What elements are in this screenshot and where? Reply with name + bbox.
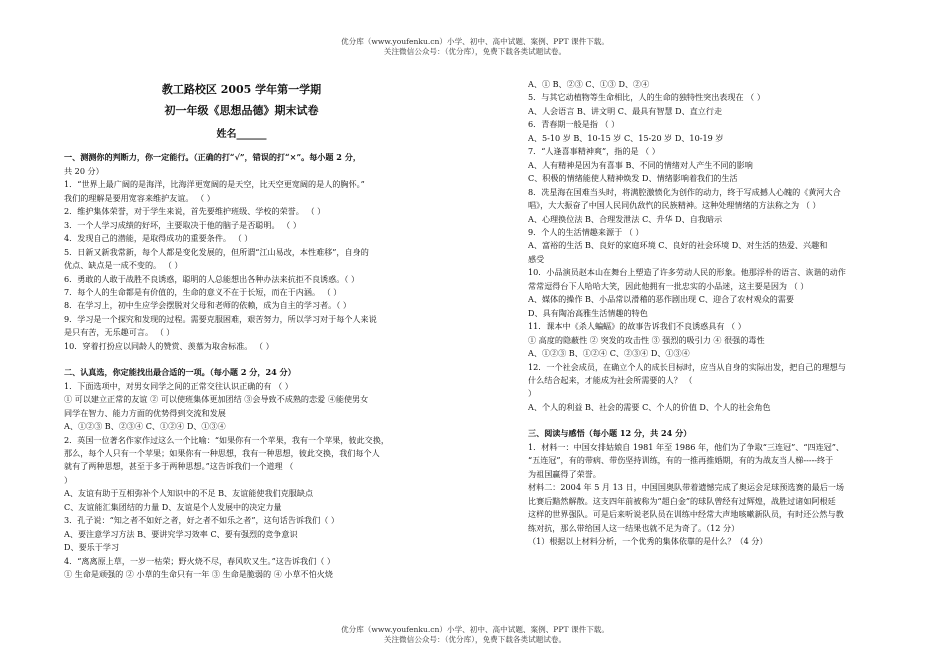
right-text-line: ① 高度的隐蔽性 ② 突发的攻击性 ③ 强烈的吸引力 ④ 很强的毒性 xyxy=(528,334,765,345)
right-column xyxy=(528,78,858,548)
right-text-line: 常常逗得台下人哈哈大笑，因此他拥有一批忠实的小品迷，这主要是因为 （ ） xyxy=(528,280,809,291)
left-text-line: A、友谊有助于互相弥补个人知识中的不足 B、友谊能使我们克服缺点 xyxy=(64,488,314,499)
right-text-line: A、人会语言 B、讲文明 C、最具有智慧 D、直立行走 xyxy=(528,105,723,116)
right-text-line: 什么结合起来，才能成为社会所需要的人？ （ xyxy=(528,374,693,385)
left-text-line: 3．一个人学习成绩的好坏，主要取决于他的脑子是否聪明。 （ ） xyxy=(64,219,301,230)
right-text-line: D、具有陶冶高雅生活情趣的特色 xyxy=(528,307,648,318)
left-text-line: 7．每个人的生命都是有价值的，生命的意义不在于长短，而在于内涵。 （ ） xyxy=(64,286,342,297)
exam-title-2: 初一年级《思想品德》期末试卷 xyxy=(164,104,319,117)
footer-line-1: 优分库（www.youfenku.cn）小学、初中、高中试题、案例、PPT 课件下载。 xyxy=(341,625,609,634)
right-text-line: A、个人的利益 B、社会的需要 C、个人的价值 D、个人的社会角色 xyxy=(528,401,771,412)
left-text-line: 同学在智力、能力方面的优势得到交流和发展 xyxy=(64,407,226,418)
right-text-line: 1．材料一：中国女排姑娘自 1981 年至 1986 年，他们为了争取“三连冠”、“四连冠”、 xyxy=(528,441,845,452)
right-text-line: A、5-10 岁 B、10-15 岁 C、15-20 岁 D、10-19 岁 xyxy=(528,132,724,143)
left-text-line xyxy=(64,353,419,366)
right-text-line: 唱》，大大振奋了中国人民同仇敌忾的民族精神。这种处理情绪的方法称之为 （ ） xyxy=(528,200,821,211)
left-text-line: 10．穿着打扮应以同龄人的赞赏、羡慕为取舍标准。 （ ） xyxy=(64,340,274,351)
right-text-line: A、人有精神是因为有喜事 B、不同的情绪对人产生不同的影响 xyxy=(528,159,753,170)
right-text-body xyxy=(528,78,858,548)
right-text-line: 为祖国赢得了荣誉。 xyxy=(528,468,601,479)
right-text-line: A、富裕的生活 B、良好的家庭环境 C、良好的社会环境 D、对生活的热爱、兴趣和 xyxy=(528,240,828,251)
right-text-line: （1）根据以上材料分析，一个优秀的集体依靠的是什么？（4 分） xyxy=(528,535,768,546)
left-text-line: 6．勇敢的人敢于战胜不良诱惑，聪明的人总能想出各种办法来抗拒不良诱惑。（ ） xyxy=(64,273,360,284)
right-text-line: 8．冼星海在国难当头时，将满腔激愤化为创作的动力，终于写成撼人心魄的《黄河大合 xyxy=(528,186,841,197)
right-text-line: 感受 xyxy=(528,253,545,264)
left-text-line: D、要乐于学习 xyxy=(64,542,120,553)
left-text-line: 一、测测你的判断力，你一定能行。（正确的打“√”，错误的打“×”。每小题 2 分， xyxy=(64,152,361,163)
left-text-body xyxy=(64,151,419,581)
header-line-2: 关注微信公众号：（优分库），免费下载各类试题试卷。 xyxy=(383,47,567,56)
right-text-line: A、①②③ B、①②④ C、②③④ D、①③④ xyxy=(528,348,690,359)
right-text-line: 比赛后黯然解散。这支四年前被称为“超白金”的球队曾经有过辉煌，战胜过诸如阿根廷 xyxy=(528,495,836,506)
right-text-line: “五连冠”，有的带病、带伤坚持训练，有的一推再推婚期，有的为战友当人梯-----终于 xyxy=(528,455,834,466)
left-text-line: 二、认真选，你定能找出最合适的一项。（每小题 2 分，24 分） xyxy=(64,367,296,378)
right-text-line: 7．“人逢喜事精神爽”，指的是 （ ） xyxy=(528,146,660,157)
right-text-line: 三、阅读与感悟（每小题 12 分，共 24 分） xyxy=(528,428,692,439)
right-text-line: A、① B、②③ C、①③ D、②④ xyxy=(528,79,650,89)
left-text-line: 3．孔子说：“知之者不如好之者，好之者不如乐之者”，这句话告诉我们（ ） xyxy=(64,515,340,526)
left-text-line: ① 可以建立正常的友谊 ② 可以使班集体更加团结 ③会导致不成熟的恋爱 ④能使男女 xyxy=(64,394,369,405)
left-text-line: 优点、缺点是一成不变的。 （ ） xyxy=(64,260,183,271)
left-text-line: 9．学习是一个探究和发现的过程。需要克服困难，艰苦努力，所以学习对于每个人来说 xyxy=(64,313,377,324)
left-text-line: A、要注意学习方法 B、要讲究学习效率 C、要有强烈的竞争意识 xyxy=(64,528,298,539)
right-text-line: 这样的世界强队。可是后来听说老队员在训练中经常大声地咳嗽新队员，有时还公然与教 xyxy=(528,509,844,520)
right-text-line: 9．个人的生活情趣来源于 （ ） xyxy=(528,226,644,237)
right-text-line: ） xyxy=(528,388,537,399)
left-text-line: ① 生命是顽强的 ② 小草的生命只有一年 ③ 生命是脆弱的 ④ 小草不怕火烧 xyxy=(64,569,333,580)
left-text-line: A、①②③ B、②③④ C、①②④ D、①③④ xyxy=(64,421,226,432)
page-footer xyxy=(0,625,950,645)
right-text-line xyxy=(528,414,858,427)
name-field: 姓名______ xyxy=(216,129,267,140)
left-text-line: 就有了两种思想，甚至于多于两种思想。”这告诉我们一个道理 （ xyxy=(64,461,294,472)
left-text-line: 2．维护集体荣誉，对于学生来说，首先要维护班级、学校的荣誉。 （ ） xyxy=(64,206,326,217)
left-text-line: 1．下面选项中，对男女同学之间的正常交往认识正确的有 （ ） xyxy=(64,380,293,391)
left-column xyxy=(64,78,419,582)
left-text-line: 2．英国一位著名作家作过这么一个比喻：“如果你有一个苹果，我有一个苹果，彼此交换， xyxy=(64,434,389,445)
header-line-1: 优分库（www.youfenku.cn）小学、初中、高中试题、案例、PPT 课件下载。 xyxy=(341,37,609,46)
left-text-line: 是只有苦，无乐趣可言。 （ ） xyxy=(64,327,175,338)
left-text-line: 1．“世界上最广阔的是海洋，比海洋更宽阔的是天空，比天空更宽阔的是人的胸怀。” xyxy=(64,179,365,190)
left-text-line: 我们的理解是要用宽容来维护友谊。 （ ） xyxy=(64,192,215,203)
right-text-line: 材料二：2004 年 5 月 13 日，中国国奥队带着遗憾完成了奥运会足球预选赛的最后一场 xyxy=(528,482,845,493)
right-text-line: A、心理换位法 B、合理发泄法 C、升华 D、自我暗示 xyxy=(528,213,723,224)
left-text-line: 5．日新又新我常新，每个人都是变化发展的，但所谓“江山易改，本性难移”，自身的 xyxy=(64,246,369,257)
left-text-line: 4．“离离原上草，一岁一枯荣；野火烧不尽，春风吹又生。”这告诉我们（ ） xyxy=(64,555,335,566)
left-text-line: 那么，每个人只有一个苹果；如果你有一种思想，我有一种思想，彼此交换，我们每个人 xyxy=(64,447,380,458)
right-text-line: 练对抗，那么带给国人这一结果也就不足为奇了。（12 分） xyxy=(528,522,740,533)
footer-line-2: 关注微信公众号：（优分库），免费下载各类试题试卷。 xyxy=(383,635,567,644)
left-text-line: 8．在学习上，初中生应学会摆脱对父母和老师的依赖，成为自主的学习者。（ ） xyxy=(64,300,351,311)
right-text-line: C、积极的情绪能使人精神焕发 D、情绪影响着我们的生活 xyxy=(528,173,738,184)
right-text-line: 5．与其它动植物等生命相比，人的生命的独特性突出表现在 （ ） xyxy=(528,92,765,103)
left-text-line: 共 20 分） xyxy=(64,165,104,176)
right-text-line: 11．课本中《杀人蝙蝠》的故事告诉我们不良诱惑具有 （ ） xyxy=(528,321,746,332)
right-text-line: 6．青春期一般是指 （ ） xyxy=(528,119,620,130)
page-header xyxy=(0,37,950,57)
left-text-line: C、友谊能汇集团结的力量 D、友谊是个人发展中的决定力量 xyxy=(64,501,282,512)
left-text-line: 4．发现自己的潜能，是取得成功的重要条件。 （ ） xyxy=(64,233,253,244)
right-text-line: 10．小品演员赵本山在舞台上塑造了许多劳动人民的形象。他那浮朴的语言、诙谐的动作 xyxy=(528,267,846,278)
right-text-line: 12．一个社会成员，在确立个人的成长目标时，应当从自身的实际出发，把自己的理想与 xyxy=(528,361,846,372)
right-text-line: A、媒体的操作 B、小品常以滑稽的恶作剧出现 C、迎合了农村观众的需要 xyxy=(528,294,794,305)
exam-title-1: 教工路校区 2005 学年第一学期 xyxy=(161,83,322,96)
left-text-line: ） xyxy=(64,474,73,485)
